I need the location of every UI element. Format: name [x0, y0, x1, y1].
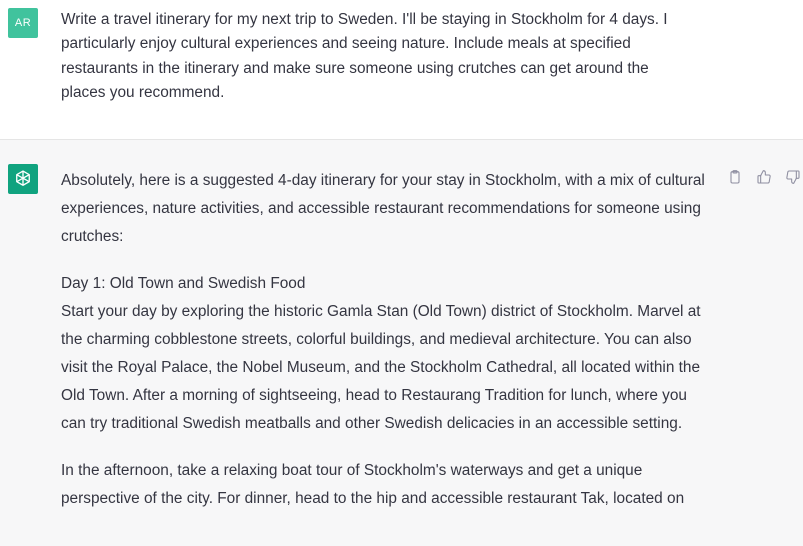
assistant-paragraph: Start your day by exploring the historic Gamla Stan (Old Town) district of Stockholm. Marvel at the charming cobblestone streets, colorful buildings, and medieval architecture. You can also visit the Royal Palace, the Nobel Museum, and the Stockholm Cathedral, all located within the Old Town. After a morning of sightseeing, head to Restaurang Tradition for lunch, where you can try traditional Swedish meatballs and other Swedish delicacies in an accessible setting.	[61, 303, 701, 432]
clipboard-icon	[727, 169, 743, 185]
assistant-paragraph: Absolutely, here is a suggested 4-day itinerary for your stay in Stockholm, with a mix of cultural experiences, nature activities, and accessible restaurant recommendations for someone using crutches:	[61, 172, 705, 245]
assistant-message-block	[0, 140, 803, 546]
thumbs-down-icon	[785, 169, 801, 185]
user-avatar-initials: AR	[14, 17, 32, 29]
user-message-line: Write a travel itinerary for my next trip to Sweden. I'll be staying in Stockholm for 4 days. I	[61, 11, 668, 28]
thumbs-up-button[interactable]	[755, 168, 772, 185]
assistant-paragraph: In the afternoon, take a relaxing boat tour of Stockholm's waterways and get a unique perspective of the city. For dinner, head to the hip and accessible restaurant Tak, located on	[61, 462, 685, 507]
message-actions	[726, 168, 801, 185]
user-avatar	[8, 8, 38, 38]
user-message-line: places you recommend.	[61, 83, 225, 101]
assistant-message-text	[61, 167, 711, 532]
user-message-block	[0, 0, 803, 140]
user-message-text	[61, 8, 711, 105]
day-heading: Day 1: Old Town and Swedish Food	[61, 275, 306, 292]
thumbs-up-icon	[756, 169, 772, 185]
user-message-line: particularly enjoy cultural experiences and seeing nature. Include meals at specified	[61, 35, 631, 53]
thumbs-down-button[interactable]	[784, 168, 801, 185]
copy-button[interactable]	[726, 168, 743, 185]
user-message-line: restaurants in the itinerary and make sure someone using crutches can get around the	[61, 59, 649, 77]
openai-logo-icon	[8, 164, 38, 194]
